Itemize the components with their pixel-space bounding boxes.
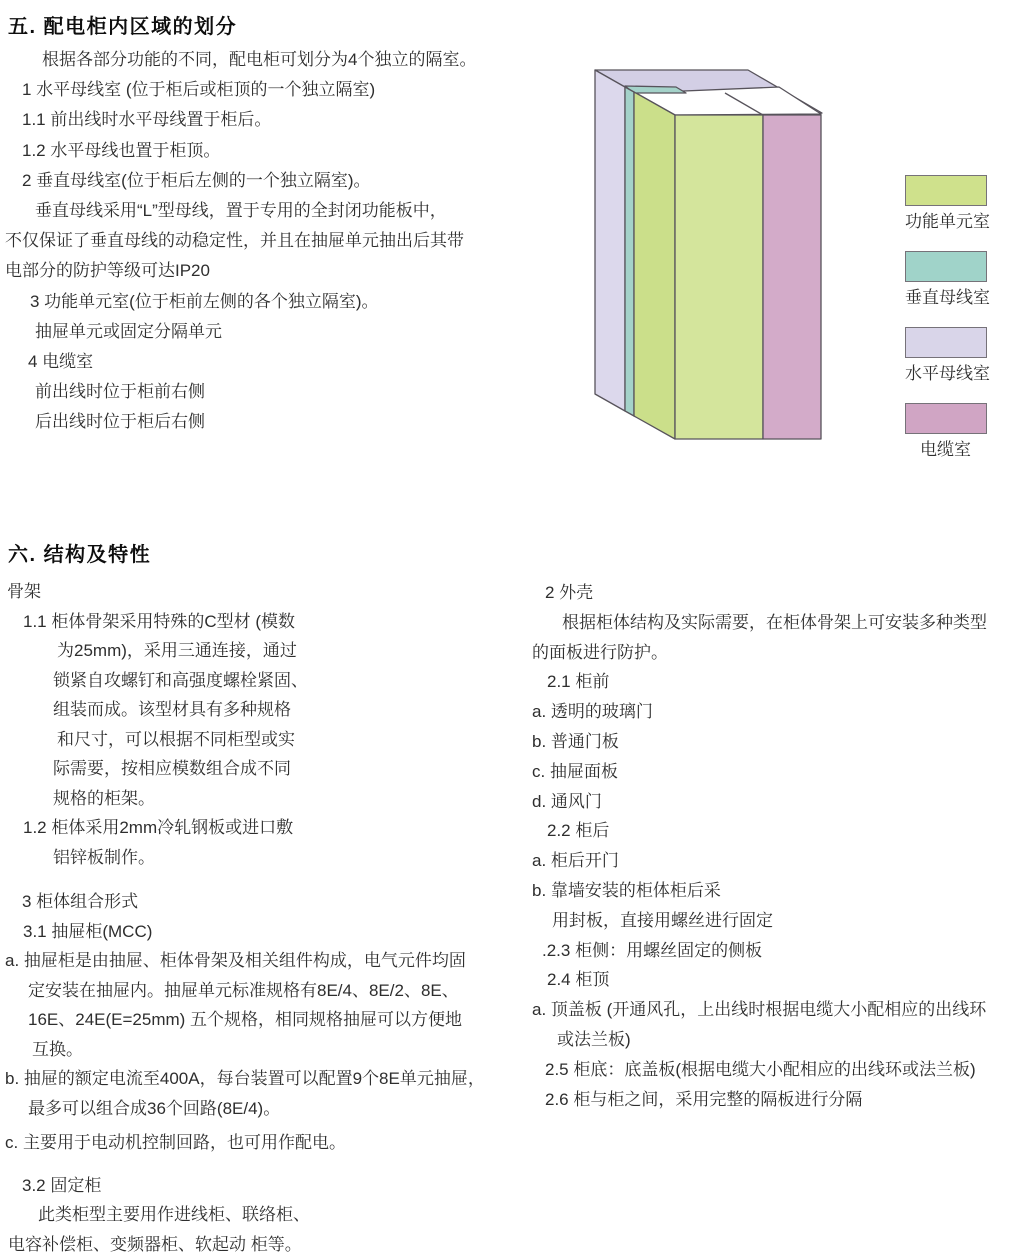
text-line: a. 透明的玻璃门 <box>532 697 1015 727</box>
legend-swatch <box>905 251 987 282</box>
text-line: 此类柜型主要用作进线柜、联络柜、 <box>0 1200 535 1230</box>
section6-right-column <box>532 578 1015 1114</box>
legend-item <box>905 327 990 384</box>
text-line: c. 主要用于电动机控制回路，也可用作配电。 <box>0 1128 535 1158</box>
text-line: 互换。 <box>0 1035 535 1065</box>
text-line: 2 垂直母线室(位于柜后左侧的一个独立隔室)。 <box>0 166 545 196</box>
legend-label: 垂直母线室 <box>905 288 990 308</box>
face-cable-front <box>763 115 821 439</box>
text-line: b. 普通门板 <box>532 727 1015 757</box>
text-line: 2.1 柜前 <box>532 667 1015 697</box>
legend-label: 电缆室 <box>905 440 990 460</box>
text-line: 根据各部分功能的不同，配电柜可划分为4个独立的隔室。 <box>0 45 545 75</box>
text-line: 后出线时位于柜后右侧 <box>0 407 545 437</box>
text-line: 2.6 柜与柜之间，采用完整的隔板进行分隔 <box>532 1085 1015 1115</box>
text-line: 4 电缆室 <box>0 347 545 377</box>
legend-swatch <box>905 327 987 358</box>
text-line: 3.2 固定柜 <box>0 1171 535 1201</box>
text-line: 3 柜体组合形式 <box>0 887 535 917</box>
section5-heading: 五. 配电柜内区域的划分 <box>8 10 237 39</box>
text-line: 2 外壳 <box>532 578 1015 608</box>
face-vertical-busbar-side <box>625 87 634 416</box>
text-line: 不仅保证了垂直母线的动稳定性，并且在抽屉单元抽出后其带 <box>0 226 545 256</box>
text-line: 骨架 <box>0 577 535 607</box>
legend-label: 功能单元室 <box>905 212 990 232</box>
text-line: 1 水平母线室 (位于柜后或柜顶的一个独立隔室) <box>0 75 545 105</box>
legend-item <box>905 175 990 232</box>
face-functional-front <box>675 115 763 439</box>
text-line: 2.5 柜底：底盖板(根据电缆大小配相应的出线环或法兰板) <box>532 1055 1015 1085</box>
legend-item <box>905 251 990 308</box>
text-line: 和尺寸，可以根据不同柜型或实 <box>0 725 535 755</box>
text-line: 最多可以组合成36个回路(8E/4)。 <box>0 1094 535 1124</box>
section6-left-column <box>0 577 535 1259</box>
text-line: b. 抽屉的额定电流至400A，每台装置可以配置9个8E单元抽屉， <box>0 1064 535 1094</box>
face-functional-side <box>634 92 675 439</box>
legend-swatch <box>905 175 987 206</box>
text-line: 电容补偿柜、变频器柜、软起动 柜等。 <box>0 1230 535 1259</box>
text-line: 铝锌板制作。 <box>0 843 535 873</box>
text-line: 1.2 柜体采用2mm冷轧钢板或进口敷 <box>0 813 535 843</box>
text-line: d. 通风门 <box>532 787 1015 817</box>
legend-label: 水平母线室 <box>905 364 990 384</box>
text-line: 锁紧自攻螺钉和高强度螺栓紧固、 <box>0 666 535 696</box>
text-line: 际需要，按相应模数组合成不同 <box>0 754 535 784</box>
text-line: 用封板，直接用螺丝进行固定 <box>532 906 1015 936</box>
face-horizontal-busbar-side <box>595 70 625 411</box>
text-line: 根据柜体结构及实际需要，在柜体骨架上可安装多种类型 <box>532 608 1015 638</box>
text-line: 2.4 柜顶 <box>532 965 1015 995</box>
text-line: 的面板进行防护。 <box>532 638 1015 668</box>
text-line: 规格的柜架。 <box>0 784 535 814</box>
text-line: 1.1 前出线时水平母线置于柜后。 <box>0 105 545 135</box>
text-line: .2.3 柜侧：用螺丝固定的侧板 <box>532 936 1015 966</box>
text-line: a. 顶盖板 (开通风孔，上出线时根据电缆大小配相应的出线环 <box>532 995 1015 1025</box>
text-line: c. 抽屉面板 <box>532 757 1015 787</box>
text-line: 3 功能单元室(位于柜前左侧的各个独立隔室)。 <box>0 287 545 317</box>
text-line: 16E、24E(E=25mm) 五个规格，相同规格抽屉可以方便地 <box>0 1005 535 1035</box>
text-line: a. 抽屉柜是由抽屉、柜体骨架及相关组件构成，电气元件均固 <box>0 946 535 976</box>
legend-swatch <box>905 403 987 434</box>
text-line: 垂直母线采用“L”型母线，置于专用的全封闭功能板中， <box>0 196 545 226</box>
text-line: 1.1 柜体骨架采用特殊的C型材 (模数 <box>0 607 535 637</box>
text-line: 抽屉单元或固定分隔单元 <box>0 317 545 347</box>
text-line: 1.2 水平母线也置于柜顶。 <box>0 136 545 166</box>
text-line: 或法兰板) <box>532 1025 1015 1055</box>
text-line: 电部分的防护等级可达IP20 <box>0 256 545 286</box>
text-line: 组装而成。该型材具有多种规格 <box>0 695 535 725</box>
text-line: a. 柜后开门 <box>532 846 1015 876</box>
text-line: 前出线时位于柜前右侧 <box>0 377 545 407</box>
legend-item <box>905 403 990 460</box>
text-line: 为25mm)，采用三通连接，通过 <box>0 636 535 666</box>
diagram-legend <box>905 175 990 479</box>
section6-heading: 六. 结构及特性 <box>8 538 151 567</box>
text-line: 2.2 柜后 <box>532 816 1015 846</box>
text-line: 3.1 抽屉柜(MCC) <box>0 917 535 947</box>
text-line: 定安装在抽屉内。抽屉单元标准规格有8E/4、8E/2、8E、 <box>0 976 535 1006</box>
text-line: b. 靠墙安装的柜体柜后采 <box>532 876 1015 906</box>
